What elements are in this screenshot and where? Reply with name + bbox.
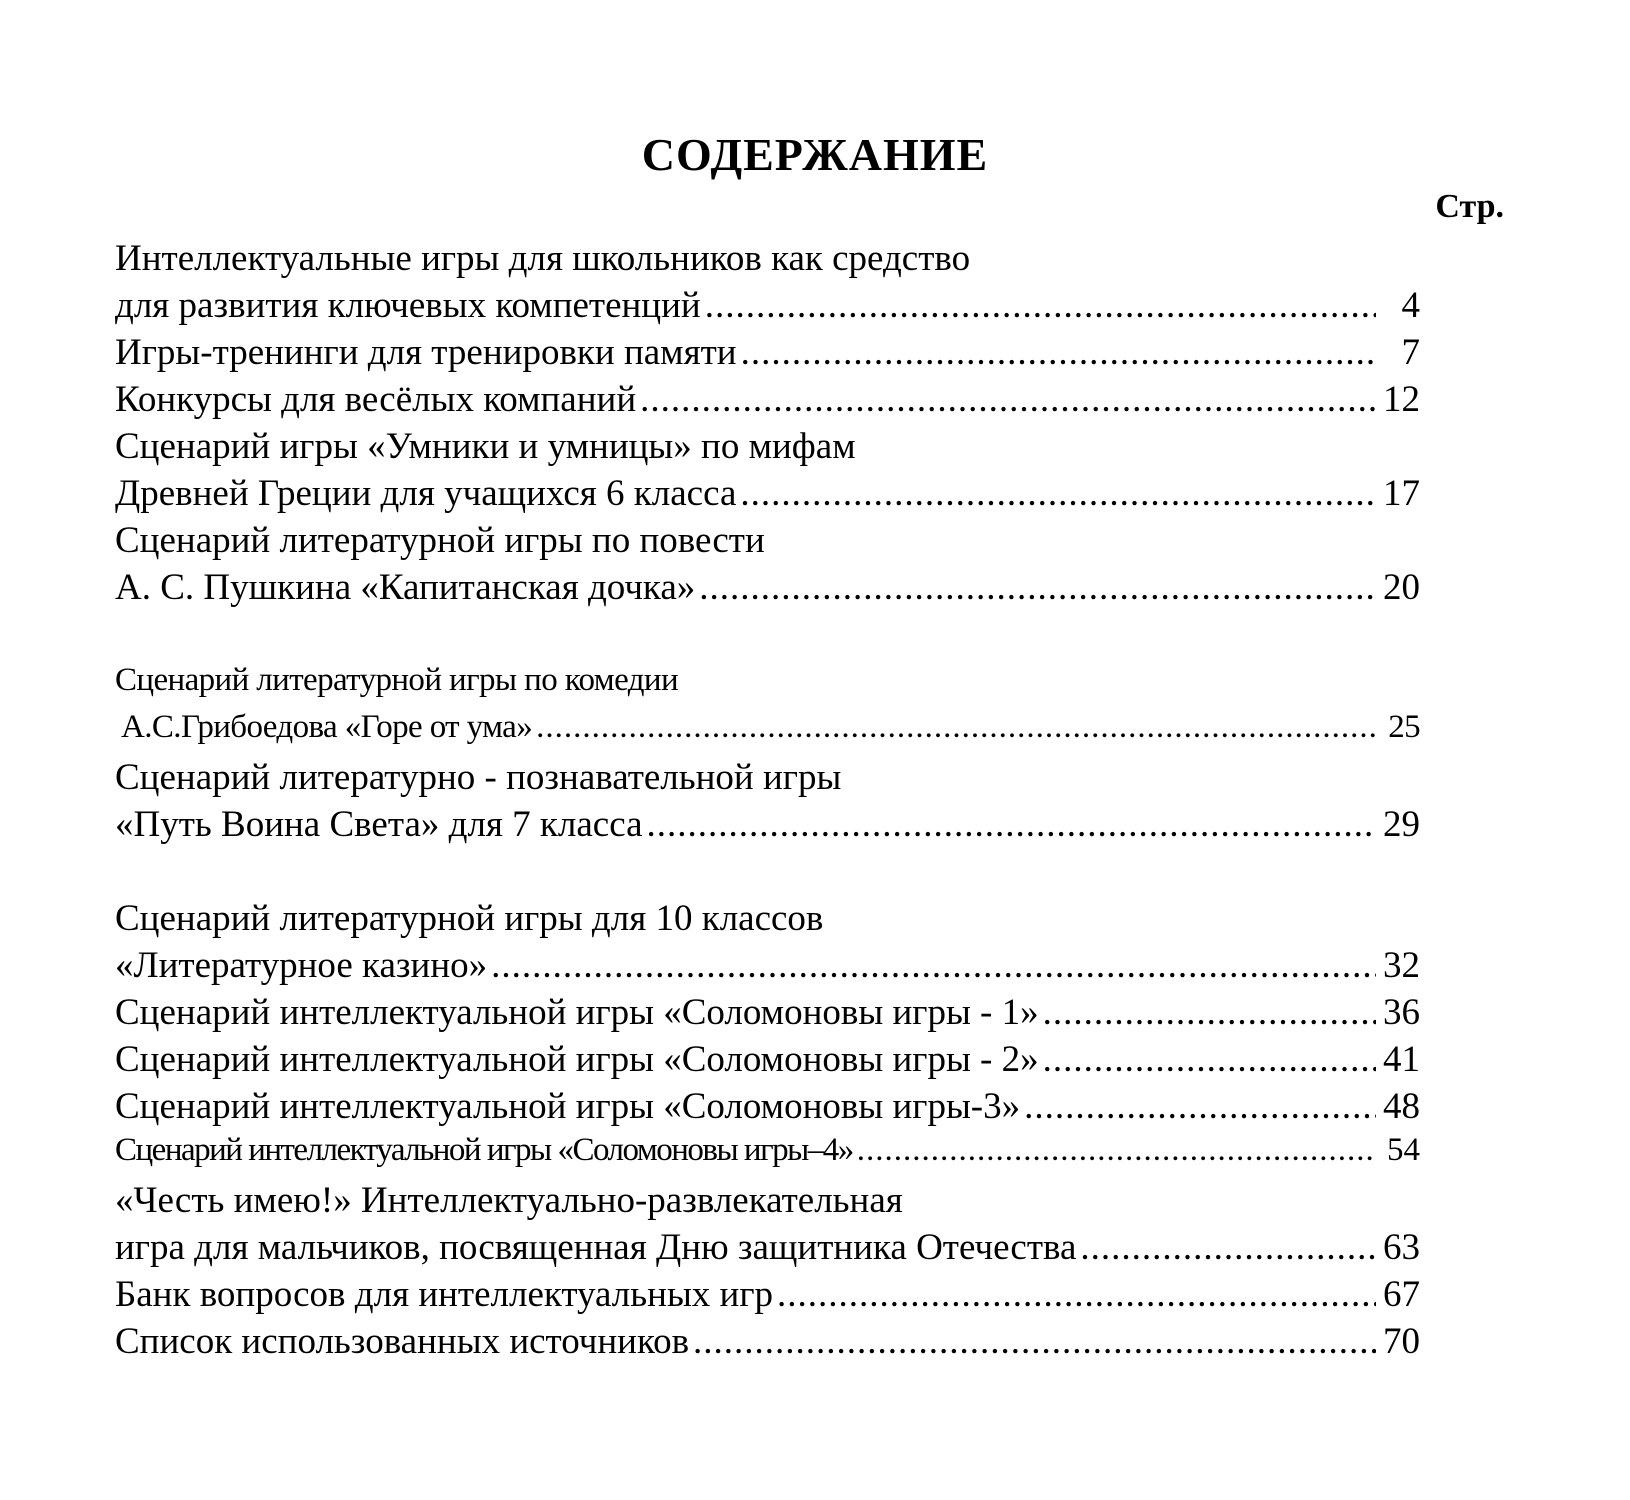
toc-entry-text: Банк вопросов для интеллектуальных игр <box>115 1274 774 1315</box>
toc-entry-text: Сценарий игры «Умники и умницы» по мифам <box>115 426 856 467</box>
toc-entry-line <box>115 566 1420 614</box>
toc-entry-line <box>115 991 1420 1039</box>
toc-entry-line <box>115 944 1420 992</box>
dot-leader <box>1076 1226 1376 1269</box>
dot-leader <box>695 566 1376 609</box>
dot-leader <box>487 944 1376 987</box>
dot-leader <box>701 284 1376 327</box>
toc-entry-text: А. С. Пушкина «Капитанская дочка» <box>115 567 696 608</box>
toc-entry-line <box>115 237 1420 285</box>
toc-page-number: 32 <box>1383 945 1420 986</box>
toc-entry-text: Сценарий литературно - познавательной игры <box>115 757 842 798</box>
toc-entry-text: Список использованных источников <box>115 1321 690 1362</box>
dot-leader <box>1020 1085 1376 1128</box>
toc-entry-line <box>115 897 1420 945</box>
dot-leader <box>1039 1038 1376 1081</box>
toc-entry-line <box>115 756 1420 804</box>
page-column-label: Стр. <box>1435 188 1504 225</box>
dot-leader <box>736 472 1376 515</box>
toc-entry-text: Сценарий интеллектуальной игры «Соломоновы игры-3» <box>115 1086 1021 1127</box>
page-title: СОДЕРЖАНИЕ <box>641 129 989 180</box>
toc-entry-line <box>115 1038 1420 1086</box>
toc-entry-text: «Честь имею!» Интеллектуально-развлекательная <box>115 1180 903 1221</box>
toc-entry-text: Игры-тренинги для тренировки памяти <box>115 332 737 373</box>
toc-entry-line <box>115 378 1420 426</box>
toc-page-number: 25 <box>1388 709 1420 745</box>
toc-entry-text: Интеллектуальные игры для школьников как средство <box>115 238 971 279</box>
toc-page-number: 67 <box>1383 1274 1420 1315</box>
toc-page-number: 4 <box>1401 285 1420 326</box>
toc-entry-line <box>115 1179 1420 1227</box>
toc-entry-text: Сценарий интеллектуальной игры «Соломоновы игры - 2» <box>115 1039 1039 1080</box>
toc-entry-line <box>115 1226 1420 1274</box>
dot-leader <box>532 709 1376 746</box>
dot-leader <box>737 331 1376 374</box>
dot-leader <box>689 1320 1376 1363</box>
toc-page-number: 7 <box>1401 332 1420 373</box>
toc-entry-line <box>115 1085 1420 1133</box>
toc-entry-line <box>115 472 1420 520</box>
dot-leader <box>643 803 1376 846</box>
toc-entry-line <box>115 1273 1420 1321</box>
toc-entry-text: Сценарий литературной игры для 10 классов <box>115 898 824 939</box>
dot-leader <box>1039 991 1376 1034</box>
toc-entry-text: Конкурсы для весёлых компаний <box>115 379 637 420</box>
toc-page-number: 20 <box>1383 567 1420 608</box>
toc-entry-line <box>115 662 1420 710</box>
toc-page-number: 36 <box>1383 992 1420 1033</box>
toc-entry-line <box>115 1132 1420 1180</box>
toc-entry-line <box>115 425 1420 473</box>
toc-page-number: 12 <box>1383 379 1420 420</box>
toc-entry-text: «Путь Воина Света» для 7 класса <box>115 804 643 845</box>
dot-leader <box>853 1132 1376 1169</box>
toc-entry-text: Сценарий интеллектуальной игры «Соломоновы игры - 1» <box>115 992 1039 1033</box>
toc-page-number: 48 <box>1383 1086 1420 1127</box>
dot-leader <box>773 1273 1376 1316</box>
toc-entry-text: Сценарий интеллектуальной игры «Соломоновы игры–4» <box>115 1132 853 1168</box>
toc-page-number: 54 <box>1387 1132 1420 1168</box>
toc-page-number: 70 <box>1383 1321 1420 1362</box>
dot-leader <box>636 378 1376 421</box>
toc-page-number: 63 <box>1383 1227 1420 1268</box>
toc-entry-text: для развития ключевых компетенций <box>115 285 701 326</box>
toc-entry-text: Древней Греции для учащихся 6 класса <box>115 473 737 514</box>
toc-entry-text: Сценарий литературной игры по повести <box>115 520 765 561</box>
toc-entry-text: Сценарий литературной игры по комедии <box>115 662 679 698</box>
toc-page-number: 17 <box>1383 473 1420 514</box>
toc-entry-line <box>115 803 1420 851</box>
toc-entry-text: «Литературное казино» <box>115 945 488 986</box>
toc-entry-text: А.С.Грибоедова «Горе от ума» <box>121 709 533 745</box>
toc-page-number: 41 <box>1383 1039 1420 1080</box>
toc-entry-line <box>115 1320 1420 1368</box>
toc-entry-line <box>115 709 1420 757</box>
toc-entry-line <box>115 519 1420 567</box>
toc-page-number: 29 <box>1383 804 1420 845</box>
toc-entry-text: игра для мальчиков, посвященная Дню защитника Отечества <box>115 1227 1077 1268</box>
toc-entry-line <box>115 331 1420 379</box>
toc-entry-line <box>115 284 1420 332</box>
